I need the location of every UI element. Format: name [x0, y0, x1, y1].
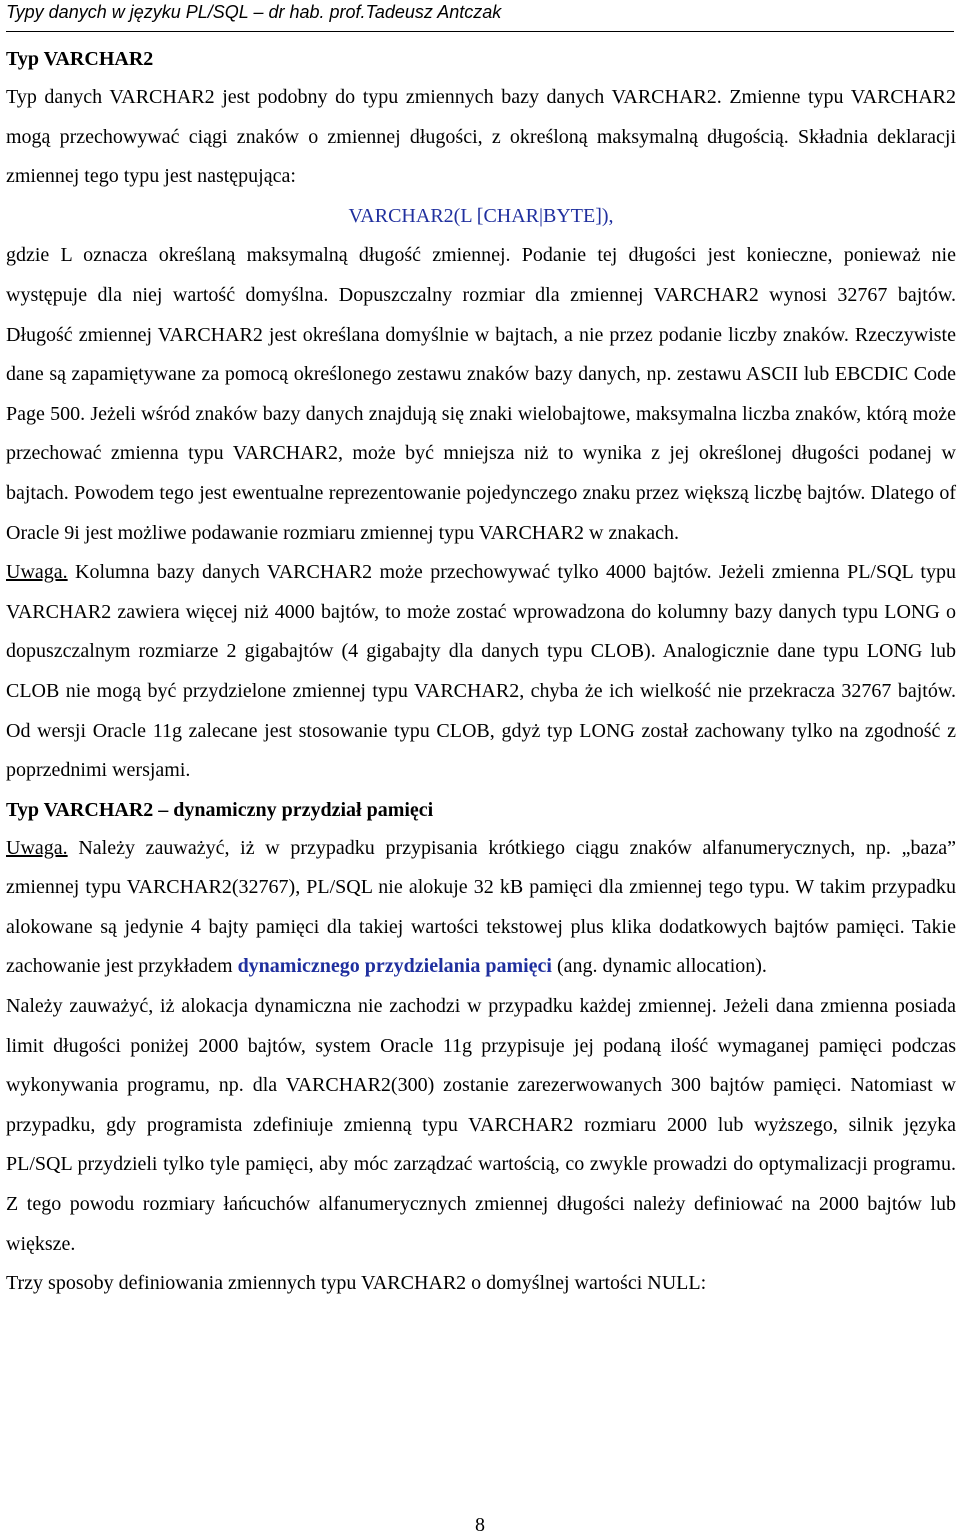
uwaga-text-part1: Należy zauważyć, iż w przypadku przypisania krótkiego ciągu znaków alfanumerycznych, np. „baza” zmiennej typu VARCHAR2(32767), PL/SQL nie alokuje 32 kB pamięci dla zmiennej tego typu. W takim przypadku alokowane są jedynie 4 bajty pamięci dla takiej wartości tekstowej plus klika dodatkowych bajtów pamięci. Takie zachowanie jest przykładem — [6, 836, 956, 978]
running-header: Typy danych w języku PL/SQL – dr hab. prof.Tadeusz Antczak — [6, 2, 954, 32]
page-number: 8 — [475, 1514, 485, 1536]
paragraph-allocation: Należy zauważyć, iż alokacja dynamiczna nie zachodzi w przypadku każdej zmiennej. Jeżeli dana zmienna posiada limit długości poniżej 2000 bajtów, system Oracle 11g przypisuje jej podaną ilość wymaganej pamięci podczas wykonywania programu, np. dla VARCHAR2(300) zostanie zarezerwowanych 300 bajtów pamięci. Natomiast w przypadku, gdy programista zdefiniuje zmienną typu VARCHAR2 rozmiaru 2000 lub wyższego, silnik języka PL/SQL przydzieli tylko tyle pamięci, aby móc zarządzać wartością, co zwykle prowadzi do optymalizacji programu. Z tego powodu rozmiary łańcuchów alfanumerycznych zmiennej długości należy definiować na 2000 bajtów lub większe. — [6, 995, 956, 1255]
uwaga-label: Uwaga. — [6, 561, 68, 584]
paragraph-uwaga-dynamic — [6, 829, 956, 987]
paragraph-uwaga-column — [6, 553, 956, 791]
uwaga-text: Kolumna bazy danych VARCHAR2 może przechowywać tylko 4000 bajtów. Jeżeli zmienna PL/SQL typu VARCHAR2 zawiera więcej niż 4000 bajtów, to może zostać wprowadzona do kolumny bazy danych typu LONG o dopuszczalnym rozmiarze 2 gigabajtów (4 gigabajty dla danych typu CLOB). Analogicznie dane typu LONG lub CLOB nie mogą być przydzielone zmiennej typu VARCHAR2, chyba że ich wielkość nie przekracza 32767 bajtów. Od wersji Oracle 11g zalecane jest stosowanie typu CLOB, gdyż typ LONG został zachowany tylko na zgodność z poprzednimi wersjami. — [6, 561, 956, 782]
highlight-dynamic-allocation: dynamicznego przydzielania pamięci — [237, 955, 552, 978]
uwaga-label: Uwaga. — [6, 836, 68, 859]
paragraph-length: gdzie L oznacza określaną maksymalną długość zmiennej. Podanie tej długości jest konieczne, ponieważ nie występuje dla niej wartość domyślna. Dopuszczalny rozmiar dla zmiennej VARCHAR2 wynosi 32767 bajtów. Długość zmiennej VARCHAR2 jest określana domyślnie w bajtach, a nie przez podanie liczby znaków. Rzeczywiste dane są zapamiętywane za pomocą określonego zestawu znaków bazy danych, np. zestawu ASCII lub EBCDIC Code Page 500. Jeżeli wśród znaków bazy danych znajdują się znaki wielobajtowe, maksymalna liczba znaków, którą może przechować zmienna typu VARCHAR2, może być mniejsza niż to wynika z jej określonej długości podanej w bajtach. Powodem tego jest ewentualne reprezentowanie pojedynczego znaku przez większą liczbę bajtów. Dlatego of Oracle 9i jest możliwe podawanie rozmiaru zmiennej typu VARCHAR2 w znakach. — [6, 244, 956, 544]
section-title-varchar2: Typ VARCHAR2 — [6, 48, 154, 70]
paragraph-three-ways: Trzy sposoby definiowania zmiennych typu VARCHAR2 o domyślnej wartości NULL: — [6, 1272, 707, 1295]
syntax-line: VARCHAR2(L [CHAR|BYTE]), — [348, 204, 614, 227]
page-content — [6, 40, 956, 1304]
uwaga-text-part2: (ang. dynamic allocation). — [551, 955, 767, 978]
section-title-dynamic: Typ VARCHAR2 – dynamiczny przydział pamięci — [6, 798, 434, 821]
paragraph-intro: Typ danych VARCHAR2 jest podobny do typu zmiennych bazy danych VARCHAR2. Zmienne typu VARCHAR2 mogą przechowywać ciągi znaków o zmiennej długości, z określoną maksymalną długością. Składnia deklaracji zmiennej tego typu jest następująca: — [6, 86, 956, 188]
